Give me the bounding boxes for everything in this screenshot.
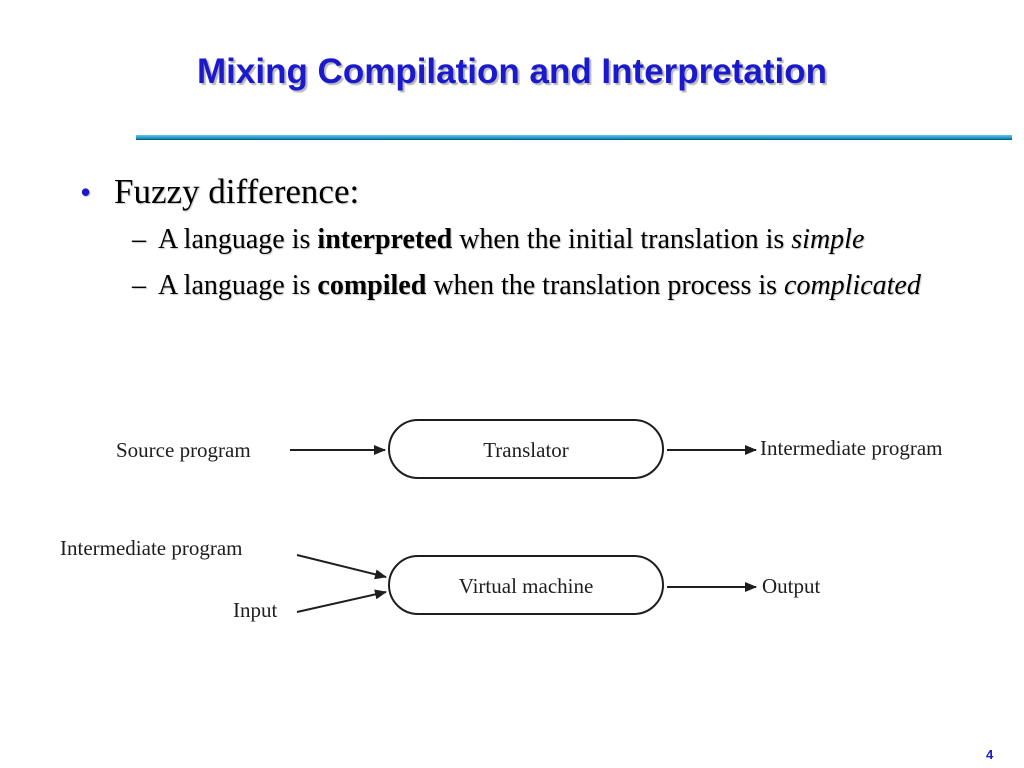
- sub-bullet-text: A language is: [158, 224, 318, 255]
- bullet-text: Fuzzy difference:: [114, 172, 360, 211]
- dash-icon: –: [132, 270, 146, 301]
- arrow-input-to-vm: [297, 592, 386, 612]
- translator-label: Translator: [483, 438, 569, 462]
- virtual-machine-label: Virtual machine: [458, 574, 594, 598]
- intermediate-program-input-label: Intermediate program: [60, 536, 243, 560]
- sub-bullet-italic: complicated: [784, 270, 921, 301]
- bullet-dot-icon: •: [80, 174, 92, 210]
- arrow-intermediate-to-vm: [297, 555, 386, 577]
- sub-bullet-bold: interpreted: [317, 224, 453, 255]
- input-label: Input: [233, 598, 278, 622]
- output-label: Output: [762, 574, 821, 598]
- sub-bullet-text: when the translation process is: [426, 270, 785, 301]
- sub-bullet-italic: simple: [791, 224, 865, 255]
- source-program-label: Source program: [116, 438, 251, 462]
- sub-bullet-text: when the initial translation is: [452, 224, 792, 255]
- sub-bullet-bold: compiled: [317, 270, 427, 301]
- dash-icon: –: [132, 224, 146, 255]
- page-number: 4: [986, 747, 994, 762]
- sub-bullet-text: A language is: [158, 270, 318, 301]
- intermediate-program-output-label: Intermediate program: [760, 436, 943, 460]
- slide-title: Mixing Compilation and Interpretation: [197, 52, 827, 91]
